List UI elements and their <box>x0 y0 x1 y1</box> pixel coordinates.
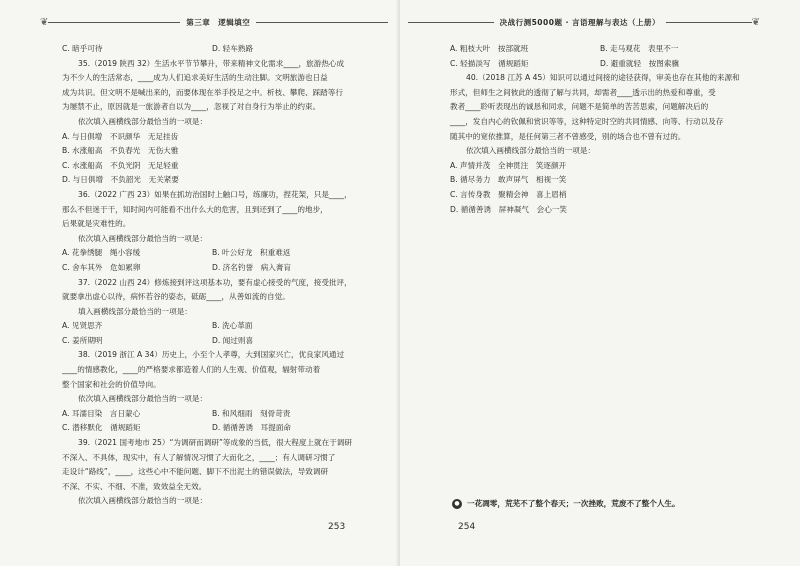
text-line: 不深、不实、不细、不准，致效益全无效。 <box>62 481 207 491</box>
text-line: D. 与日俱增 不负韶光 无关紧要 <box>62 175 179 185</box>
text-line: 40.（2018 江苏 A 45）知识可以通过间接的途径获得，审美也存在其他的来源和 <box>466 73 740 83</box>
right-page-text <box>450 42 750 217</box>
text-line: 就要拿出虚心以待，病怀若谷的姿态，砥砺____，从善如流的自觉。 <box>62 292 290 302</box>
text-line: 依次填入画横线部分最恰当的一项是： <box>78 496 208 506</box>
option-text: D. 循循善诱 耳提面命 <box>212 423 292 433</box>
text-line: 依次填入画横线部分最恰当的一项是： <box>466 146 596 156</box>
header-rule <box>256 22 388 23</box>
text-line: 不深入、不具体，现实中，有人了解情况习惯了大而化之，____；有人调研习惯了 <box>62 452 336 462</box>
left-page-text <box>62 42 362 509</box>
option-text: D. 闻过则喜 <box>212 335 254 345</box>
option-text: C. 暗乎可待 <box>62 44 103 53</box>
text-line: B. 循尽务力 敢声屏气 相视一笑 <box>450 175 567 185</box>
text-line: 后果就是灾难性的。 <box>62 219 131 229</box>
option-row <box>62 421 362 436</box>
text-line: 依次填入画横线部分最恰当的一项是： <box>78 394 208 404</box>
option-text: D. 避重就轻 按图索骥 <box>600 58 680 68</box>
option-row <box>62 319 362 334</box>
option-row <box>62 407 362 422</box>
option-text: A. 耳濡目染 言日蒙心 <box>62 408 141 418</box>
text-line: 依次填入画横线部分最恰当的一项是： <box>78 116 208 126</box>
text-line: 38.（2019 浙江 A 34）历史上，小至个人孝尊，大到国家兴亡，优良家风通过 <box>78 350 345 360</box>
text-line: 39.（2021 国考地市 25）“为调研而调研”等成象的当低，很大程度上就在于调研 <box>78 438 352 448</box>
option-text: C. 潜移默化 循规蹈矩 <box>62 423 141 433</box>
option-text: C. 舍车其外 危如累卵 <box>62 262 141 272</box>
text-line: C. 言传身教 聚精会神 喜上眉梢 <box>450 189 567 199</box>
left-page-header <box>40 14 388 30</box>
header-rule <box>408 22 494 23</box>
text-line: 成为共识。但文明不是喊出来的，而要体现在举手投足之中。析枝、攀爬、踩踏等行 <box>62 87 343 97</box>
option-row <box>62 42 362 57</box>
option-row <box>62 261 362 276</box>
leaf-ornament-icon: ❦ <box>751 16 760 28</box>
text-line: 整个国家和社会的价值导向。 <box>62 379 161 389</box>
text-line: 35.（2019 陕西 32）生活水平节节攀升，带来精神文化需求____，旅游热心成 <box>78 58 345 68</box>
option-text: B. 和风细雨 刻骨苛责 <box>212 408 291 418</box>
right-page-header <box>408 14 760 30</box>
option-row <box>62 334 362 349</box>
option-text: C. 姜所期明 <box>62 335 103 345</box>
right-page <box>400 0 800 566</box>
text-line: 填入画横线部分最恰当的一项是： <box>78 306 192 316</box>
text-line: 37.（2022 山西 24）修炼接到评这项基本功，要有虚心接受的气度，接受批评， <box>78 277 352 287</box>
option-text: A. 花拳绣腿 绳小容缓 <box>62 248 141 258</box>
text-line: 走设计“路线”，____，这些心中不能问题、脚下不出泥土的错误做法，导致调研 <box>62 467 329 477</box>
book-title: 决战行测5000题 · 言语理解与表达（上册） <box>499 17 661 27</box>
text-line: ____，发自内心的钦佩和赏识等等，这种特定时空的共同情感、向等、行动以及存 <box>450 116 724 126</box>
text-line: ____的情感教化，____的严格要求都造着人们的人生观、价值观，辐射带动着 <box>62 365 321 375</box>
option-row <box>450 42 750 57</box>
option-text: B. 叶公好龙 积重难返 <box>212 248 291 258</box>
motto-quote <box>452 498 680 509</box>
text-line: C. 水涨船高 不负光阴 无足轻重 <box>62 160 179 170</box>
chapter-title: 第三章 逻辑填空 <box>186 17 251 27</box>
text-line: 为不少人的生活常态，____成为人们追求美好生活的生动注脚。文明旅游也日益 <box>62 73 328 83</box>
text-line: 依次填入画横线部分最恰当的一项是： <box>78 233 208 243</box>
text-line: A. 声情并茂 全神贯注 笑逐颜开 <box>450 160 567 170</box>
option-text: A. 见贤思齐 <box>62 321 103 331</box>
text-line: 36.（2022 广西 23）如果在抓坊治国时上触口号，练廉功，捏花架，只是____， <box>78 189 352 199</box>
text-line: 形式，但师生之间彼此的透彻了解与共同，却需者____透示出的热爱和尊重，受 <box>450 87 716 97</box>
text-line: B. 水涨船高 不负春光 无伤大雅 <box>62 146 179 156</box>
header-rule <box>666 22 752 23</box>
option-text: B. 洗心革面 <box>212 321 253 331</box>
text-line: 教者____聆听表现出的诚恳和同求，问题不是简单的苦苦思索，问题解决后的 <box>450 102 709 112</box>
text-line: A. 与日俱增 不识颜华 无足挂齿 <box>62 131 179 141</box>
leaf-ornament-icon: ❦ <box>40 16 49 28</box>
option-row <box>450 57 750 72</box>
option-row <box>62 246 362 261</box>
page-number: 253 <box>328 522 346 532</box>
option-text: D. 轻车熟路 <box>212 44 254 53</box>
page-number: 254 <box>458 522 476 532</box>
text-line: D. 循循善诱 屏神凝气 会心一笑 <box>450 204 567 214</box>
option-text: D. 济名钓誉 病入膏肓 <box>212 262 292 272</box>
quote-badge-icon: ● <box>452 499 462 509</box>
motto-text: 一花凋零，荒芜不了整个春天；一次挫败，荒废不了整个人生。 <box>467 499 680 508</box>
option-text: C. 轻描淡写 循规蹈矩 <box>450 58 529 68</box>
header-rule <box>48 22 180 23</box>
option-text: B. 走马观花 表里不一 <box>600 44 679 53</box>
text-line: 随其中的宽依推算，是任何第三者不曾感受，别的场合也不曾有过的。 <box>450 131 686 141</box>
text-line: 为屡禁不止，原因就是一旅游者自以为____，忽视了对自身行为举止的约束。 <box>62 102 321 112</box>
option-text: A. 粗枝大叶 按部就班 <box>450 44 529 53</box>
text-line: 那么不但迷于干，知时间内可能看不出什么大的危害，且到还到了____的地步， <box>62 204 328 214</box>
